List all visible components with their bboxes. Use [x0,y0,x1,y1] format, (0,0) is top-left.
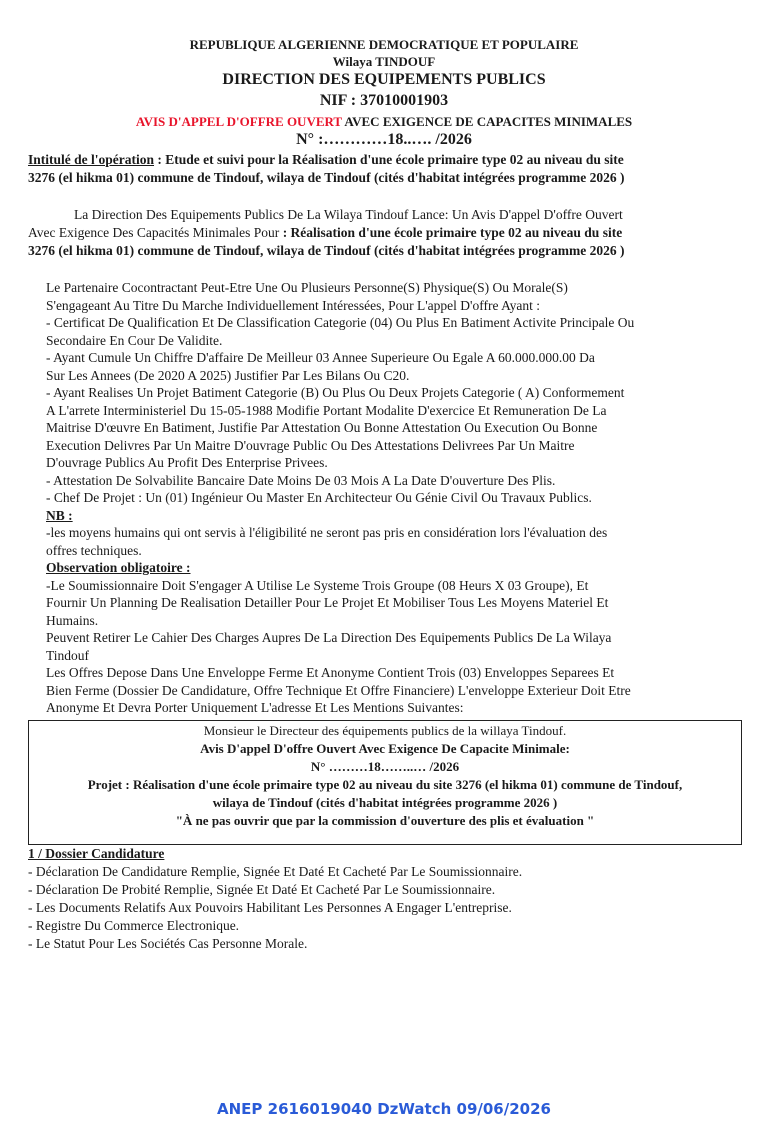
observation-line: Peuvent Retirer Le Cahier Des Charges Aupres De La Direction Des Equipements Publics De La Wilaya [46,630,612,645]
nb-line-1: -les moyens humains qui ont servis à l'éligibilité ne seront pas pris en considération lors l'évaluation des [46,525,608,540]
dossier-item: - Le Statut Pour Les Sociétés Cas Personne Morale. [28,936,308,951]
condition-line: Secondaire En Cour De Validite. [46,332,223,348]
intro-line-2b: : Réalisation d'une école primaire type 02 au niveau du site [282,225,623,240]
envelope-avis: Avis D'appel D'offre Ouvert Avec Exigence De Capacite Minimale: [200,741,570,756]
envelope-warning: "À ne pas ouvrir que par la commission d'ouverture des plis et évaluation " [175,813,595,828]
condition-line: - Ayant Cumule Un Chiffre D'affaire De Meilleur 03 Annee Superieure Ou Egale A 60.000.000.00 Da [46,350,595,365]
nb-label: NB : [46,507,73,523]
footer-reference: ANEP 2616019040 DzWatch 09/06/2026 [217,1100,551,1118]
avis-heading [0,113,768,131]
condition-line: - Chef De Projet : Un (01) Ingénieur Ou Master En Architecteur Ou Génie Civil Ou Travaux Publics. [46,490,592,505]
envelope-project-text: : Réalisation d'une école primaire type 02 au niveau du site 3276 (el hikma 01) commune de Tindouf, [122,777,683,792]
intro-paragraph [28,206,736,260]
operation-line-1: : Etude et suivi pour la Réalisation d'une école primaire type 02 au niveau du site [154,152,624,167]
condition-line: - Certificat De Qualification Et De Classification Categorie (04) Ou Plus En Batiment Activite Principale Ou [46,315,635,330]
condition-line: A L'arrete Interministeriel Du 15-05-1988 Modifie Portant Modalite D'exercice Et Remuneration De La [46,402,607,418]
avis-rest-text: AVEC EXIGENCE DE CAPACITES MINIMALES [341,114,633,129]
condition-line: Maitrise D'œuvre En Batiment, Justifie Par Attestation Ou Bonne Attestation Ou Execution Ou Bonne [46,420,598,435]
observation-line: Tindouf [46,647,90,663]
condition-line: - Attestation De Solvabilite Bancaire Date Moins De 03 Mois A La Date D'ouverture Des Plis. [46,472,556,488]
envelope-mentions-box [28,720,742,845]
republic-heading: REPUBLIQUE ALGERIENNE DEMOCRATIQUE ET POPULAIRE [189,37,579,52]
observation-label: Observation obligatoire : [46,560,191,575]
operation-line-2: 3276 (el hikma 01) commune de Tindouf, wilaya de Tindouf (cités d'habitat intégrées programme 2026 ) [28,170,625,185]
direction-heading: DIRECTION DES EQUIPEMENTS PUBLICS [222,71,546,88]
tender-number: N° :…………18..…. /2026 [296,131,472,148]
operation-label: Intitulé de l'opération [28,152,155,167]
envelope-project-label: Projet [87,777,123,792]
dossier-item: - Les Documents Relatifs Aux Pouvoirs Habilitant Les Personnes A Engager L'entreprise. [28,900,512,915]
observation-line: Fournir Un Planning De Realisation Detailler Pour Le Projet Et Mobiliser Tous Les Moyens Materiel Et [46,595,609,610]
envelope-project-line-2: wilaya de Tindouf (cités d'habitat intégrées programme 2026 ) [212,795,558,810]
envelope-number: N° ………18……..… /2026 [310,759,460,774]
wilaya-heading: Wilaya TINDOUF [332,54,436,69]
avis-red-text: AVIS D'APPEL D'OFFRE OUVERT [135,114,342,129]
dossier-item: - Déclaration De Probité Remplie, Signée Et Daté Et Cacheté Par Le Soumissionnaire. [28,882,496,897]
dossier-section [28,845,736,953]
dossier-item: - Déclaration De Candidature Remplie, Signée Et Daté Et Cacheté Par Le Soumissionnaire. [28,864,523,879]
dossier-title: 1 / Dossier Candidature [28,846,165,861]
conditions-section [46,279,736,717]
condition-line: Sur Les Annees (De 2020 A 2025) Justifier Par Les Bilans Ou C20. [46,367,410,383]
operation-title [28,151,736,187]
intro-line-1: La Direction Des Equipements Publics De La Wilaya Tindouf Lance: Un Avis D'appel D'offre Ouvert [74,207,623,222]
nif-heading: NIF : 37010001903 [319,92,449,109]
condition-line: - Ayant Realises Un Projet Batiment Categorie (B) Ou Plus Ou Deux Projets Categorie ( A) Conformement [46,385,625,400]
dossier-item: - Registre Du Commerce Electronique. [28,918,240,933]
intro-line-2a: Avec Exigence Des Capacités Minimales Pour [28,225,283,240]
condition-line: Execution Delivres Par Un Maitre D'ouvrage Public Ou Des Attestations Delivrees Par Un Maitre [46,437,575,453]
condition-line: S'engageant Au Titre Du Marche Individuellement Intéressées, Pour L'appel D'offre Ayant : [46,297,540,313]
envelope-addressee: Monsieur le Directeur des équipements publics de la willaya Tindouf. [203,723,567,738]
envelope-project [29,776,741,794]
observation-line: Les Offres Depose Dans Une Enveloppe Ferme Et Anonyme Contient Trois (03) Enveloppes Separees Et [46,665,615,680]
nb-line-2: offres techniques. [46,542,142,558]
condition-line: D'ouvrage Publics Au Profit Des Enterprise Privees. [46,455,328,470]
intro-line-3: 3276 (el hikma 01) commune de Tindouf, wilaya de Tindouf (cités d'habitat intégrées programme 2026 ) [28,243,625,258]
observation-line: Humains. [46,612,99,628]
observation-line: -Le Soumissionnaire Doit S'engager A Utilise Le Systeme Trois Groupe (08 Heurs X 03 Groupe), Et [46,577,589,593]
observation-line: Bien Ferme (Dossier De Candidature, Offre Technique Et Offre Financiere) L'enveloppe Exterieur Doit Etre [46,682,631,698]
condition-line: Le Partenaire Cocontractant Peut-Etre Une Ou Plusieurs Personne(S) Physique(S) Ou Morale(S) [46,280,568,295]
observation-line: Anonyme Et Devra Porter Uniquement L'adresse Et Les Mentions Suivantes: [46,700,464,715]
